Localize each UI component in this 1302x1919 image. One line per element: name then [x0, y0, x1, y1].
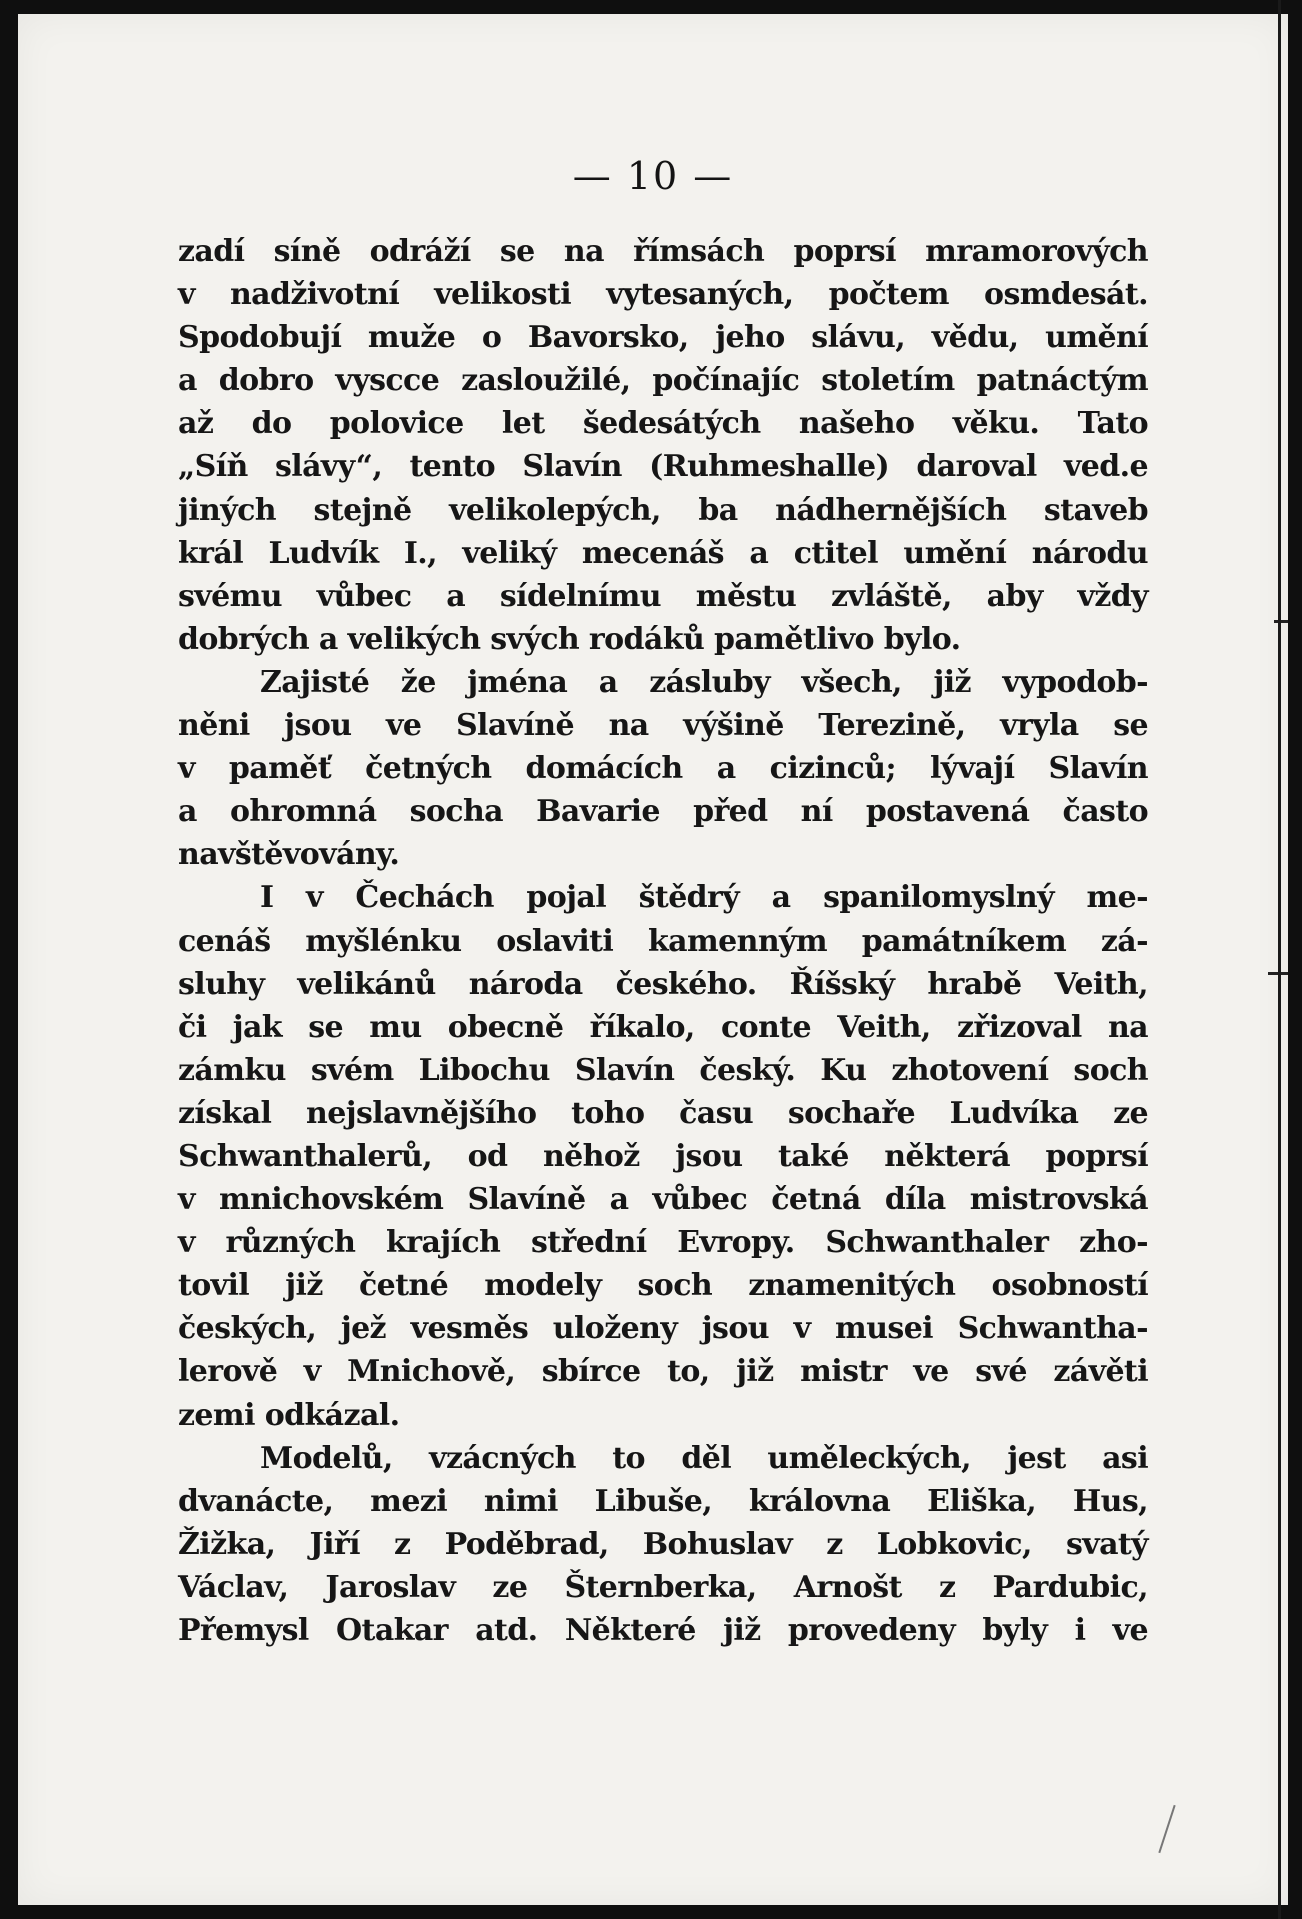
text-line: tovil již četné modely soch znamenitých osobností	[178, 1268, 1148, 1304]
text-line: v nadživotní velikosti vytesaných, počtem osmdesát.	[178, 277, 1148, 313]
text-line: či jak se mu obecně říkalo, conte Veith, zřizoval na	[178, 1009, 1148, 1045]
page-edge-line	[1278, 0, 1281, 1919]
text-line: v paměť četných domácích a cizinců; lývají Slavín	[178, 751, 1148, 787]
text-line: Přemysl Otakar atd. Některé již provedeny byly i ve	[178, 1613, 1148, 1648]
text-line: sluhy velikánů národa českého. Říšský hrabě Veith,	[178, 966, 1148, 1002]
text-line: a dobro vyscce zasloužilé, počínajíc stoletím patnáctým	[178, 363, 1148, 399]
margin-scratch-mark	[1158, 1805, 1175, 1853]
text-line: cenáš myšlénku oslaviti kamenným památníkem zá-	[178, 923, 1148, 959]
text-line: dobrých a velikých svých rodáků pamětlivo bylo.	[178, 621, 961, 657]
text-line: až do polovice let šedesátých našeho věku. Tato	[178, 406, 1148, 442]
text-line: „Síň slávy“, tento Slavín (Ruhmeshalle) daroval ved.e	[178, 449, 1148, 485]
text-line: zámku svém Libochu Slavín český. Ku zhotovení soch	[178, 1052, 1148, 1088]
text-line: něni jsou ve Slavíně na výšině Terezině, vryla se	[178, 708, 1148, 744]
paragraph-1	[178, 230, 1148, 661]
text-line: jiných stejně velikolepých, ba nádhernějších staveb	[178, 492, 1148, 528]
text-line: Václav, Jaroslav ze Šternberka, Arnošt z Pardubic,	[178, 1569, 1148, 1605]
paragraph-4	[178, 1437, 1148, 1652]
text-line: král Ludvík I., veliký mecenáš a ctitel umění národu	[178, 535, 1148, 571]
text-line: svému vůbec a sídelnímu městu zvláště, aby vždy	[178, 578, 1148, 614]
text-line: získal nejslavnějšího toho času sochaře Ludvíka ze	[178, 1095, 1148, 1131]
text-line: I v Čechách pojal štědrý a spanilomyslný me-	[260, 880, 1148, 916]
text-line: českých, jež vesměs uloženy jsou v musei Schwantha-	[178, 1311, 1148, 1347]
text-line: v mnichovském Slavíně a vůbec četná díla mistrovská	[178, 1182, 1148, 1218]
text-line: a ohromná socha Bavarie před ní postavená často	[178, 794, 1148, 830]
text-line: Žižka, Jiří z Poděbrad, Bohuslav z Lobkovic, svatý	[178, 1526, 1148, 1562]
text-line: Schwanthalerů, od něhož jsou také některá poprsí	[178, 1138, 1148, 1174]
text-line: Spodobují muže o Bavorsko, jeho slávu, vědu, umění	[178, 320, 1148, 356]
page-number: — 10 —	[572, 154, 734, 198]
text-line: Zajisté že jména a zásluby všech, již vypodob-	[260, 664, 1148, 700]
margin-tick-mark	[1274, 620, 1288, 623]
text-line: lerově v Mnichově, sbírce to, již mistr ve své závěti	[178, 1354, 1148, 1390]
paragraph-3	[178, 876, 1148, 1436]
text-line: zemi odkázal.	[178, 1397, 400, 1433]
text-line: dvanácte, mezi nimi Libuše, královna Eliška, Hus,	[178, 1483, 1148, 1519]
paragraph-2	[178, 661, 1148, 876]
text-line: navštěvovány.	[178, 837, 400, 873]
book-page	[18, 14, 1288, 1905]
body-text	[178, 230, 1148, 1652]
text-line: zadí síně odráží se na římsách poprsí mramorových	[178, 234, 1148, 269]
text-line: v různých krajích střední Evropy. Schwanthaler zho-	[178, 1225, 1148, 1261]
text-line: Modelů, vzácných to děl uměleckých, jest asi	[260, 1440, 1148, 1476]
